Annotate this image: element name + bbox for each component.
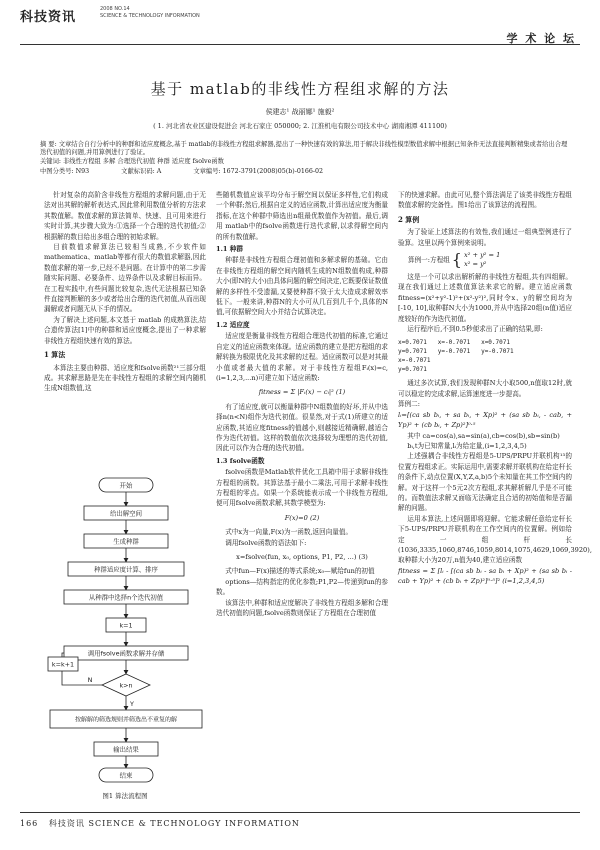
paragraph: 调用fsolve函数的语法如下:: [225, 538, 307, 547]
solution-set: [398, 338, 572, 374]
equation-system: [464, 251, 500, 269]
example-label: 算例二:: [398, 400, 421, 409]
subsection-heading: 1.3 fsolve函数: [216, 456, 265, 465]
classification-number: 中图分类号: N93: [40, 168, 90, 175]
subsection-heading: 1.1 种群: [216, 245, 243, 254]
flow-label: 从种群中选择n个迭代初值: [88, 593, 164, 602]
solution-line: x=-0.7071: [398, 357, 431, 365]
equation-line: x² = y²: [463, 260, 487, 269]
flow-label: k>n: [119, 681, 133, 690]
flow-yes-label: Y: [130, 700, 134, 708]
paragraph: 针对复杂的高阶含非线性方程组的求解问题,由于无法对出其解的解析表达式,因此常利用数值分析的方法求其数值解。数值求解的算法简单、快速、且可用来进行实时计算,其步骤大致为:①选择一个合理的迭代初值;②根据解的数目给出多组合理的初始求解。: [44, 191, 206, 241]
flow-label: 种群适应度计算、排序: [94, 565, 158, 574]
example-1-system: [408, 251, 572, 269]
footer-journal: 科技资讯 SCIENCE & TECHNOLOGY INFORMATION: [48, 819, 300, 828]
left-column: [44, 190, 206, 394]
abstract: [40, 141, 570, 166]
paragraph: 上述强耦合非线性方程组是5-UPS/PRPU并联机构¹³的位置方程组求正。实际运用中,需要求解并联机构在给定杆长的条件下,动点位置(X,Y,Z,a,b)5个未知量在其工作空间内的解。对于这样一个5元2次方程组,求其解析解几乎是不可能的。而数值法求解又面临无法确定且合适的初始值和是否漏解的问题。: [398, 452, 572, 513]
flow-label: 输出结果: [113, 745, 139, 754]
page-number: 166: [20, 819, 39, 828]
paragraph: 种群是非线性方程组合理初值和多解求解的基础。它由在非线性方程组的解空间内随机生成的N组数值构成,种群大小(即N的大小)由具体问题的解空间决定,它既要保证数值解的多样性不受遗漏,又要使种群不致于太大造成求解效率低下。一般来讲,种群N的大小可从几百到几千个,具体的N值,可依据解空间大小并结合试算决定。: [216, 256, 388, 317]
journal-english-name: SCIENCE & TECHNOLOGY INFORMATION: [100, 13, 200, 19]
paragraph: fsolve函数是Matlab软件优化工具箱中用于求解非线性方程组的函数。其算法基于最小二乘法,可用于求解非线性方程组的零点。如果一个系统能表示成一个非线性方程组,便可用fsolve函数求解,其数学模型为:: [216, 468, 388, 508]
section-heading: 2 算例: [398, 214, 420, 224]
equation-line: x² + y² = 1: [463, 251, 501, 260]
paragraph: bᵢ,t为已知常量,lᵢ为给定量,(i=1,2,3,4,5): [407, 441, 527, 450]
paragraph: 式中fun—F(x)描述的等式系统;x₀—赋给fun的初值: [225, 567, 375, 576]
article-title: 基于 matlab的非线性方程组求解的方法: [150, 80, 450, 98]
flow-label: 调用fsolve函数求解并存储: [87, 649, 165, 658]
flow-label: 按解解的筛选规则并筛选出不重复的解: [74, 716, 178, 724]
paragraph: 其中 ca=cos(a),sa=sin(a),cb=cos(b),sb=sin(b): [407, 431, 560, 440]
flow-label: k=1: [119, 621, 133, 630]
paragraph: 运行程序后,不到0.5秒便求出了正确的结果,即:: [407, 325, 543, 334]
issue-info: [100, 6, 200, 20]
flow-label: k=k+1: [51, 660, 75, 669]
journal-name: 科技资讯: [20, 10, 77, 25]
code-syntax: x=fsolve(fun, x₀, options, P1, P2, ...) (3): [236, 553, 368, 561]
keywords: 关键词: 非线性方程组 多解 合理迭代初值 种群 适应度 fsolve函数: [40, 157, 224, 165]
paragraph: 运用本算法,上述问题即将迎解。它能求解任意给定杆长下5-UPS/PRPU并联机构在工作空间内的位置解。例如给定一组杆长(1036,3335,1060,8746,1059,8014,1075,4629,1069,3920),取种群大小为20万,n值为40,建立适应函数: [398, 514, 592, 565]
paragraph: 下的快速求解。由此可见,整个算法满足了该类非线性方程组数值求解的完备性。图1给出了该算法的流程图。: [398, 191, 572, 210]
solution-line: x=0.7071 x=-0.7071 x=0.7071: [398, 339, 510, 347]
paragraph: options—结构指定的优化参数;P1,P2—传递到fun的参数。: [216, 577, 388, 597]
paragraph: 该算法中,种群和适应度解决了非线性方程组多解和合理迭代初值的问题,fsolve函数则保证了方程组在合理初值: [216, 598, 388, 618]
section-heading: 1 算法: [44, 350, 66, 360]
flow-end-label: 结束: [119, 771, 133, 780]
paragraph: 为了解决上述问题,本文基于 matlab 的成熟算法,结合遗传算法[1]中的种群和适应度概念,提出了一种求解非线性方程组快速有效的算法。: [44, 315, 206, 345]
document-code: 文献标识码: A: [121, 168, 162, 175]
subsection-heading: 1.2 适应度: [216, 320, 250, 329]
header-rule: [20, 44, 580, 45]
algorithm-flowchart: [44, 470, 206, 788]
article-affiliations: ( 1. 河北省农业区建设促进会 河北石家庄 050000; 2. 江淮机电有限公司技术中心 湖南湘潭 411100): [153, 122, 447, 130]
flow-label: 给出解空间: [110, 509, 142, 518]
paragraph: 为了验证上述算法的有效性,我们通过一组典型例进行了验算。这里以两个算例来说明。: [398, 228, 572, 247]
footer-rule: [20, 812, 580, 813]
paragraph: 本算法主要由种群、适应度和fsolve函数²¹三部分组成。其求解思路是先在非线性方程组的求解空间内随机生成N组数值,这: [44, 363, 206, 393]
article-number: 文章编号: 1672-3791(2008)05(b)-0166-02: [193, 168, 324, 175]
paragraph: 有了适应度,就可以衡量种群中N组数值的好坏,并从中选择n(n<N)组作为迭代初值。很显然,对于式(1)所建立的适应函数,其适应度fitness的值越小,则越接近精确解,越适合作为迭代初值。这样的数值依次选择较为理想的迭代初值,因此可以作为合理的迭代初值。: [216, 402, 388, 453]
paragraph: 通过多次试算,我们发现种群N大小取500,n值取12时,就可以稳定的完成求解,运算速度进一步提高。: [398, 379, 572, 398]
abstract-text: 摘 要: 文章结合自行分析中的种群和适应度概念,基于 matlab的非线性方程组求解器,提出了一种快速有效的算法,用于解决非线性模型数值求解中根据已知条件无法直接判断精集或者给出合理迭代初值的问题,并用算例进行了验证。: [40, 141, 568, 157]
brace-icon: {: [451, 249, 462, 269]
middle-column: [216, 190, 388, 618]
flow-start-label: 开始: [119, 481, 133, 490]
equation-model: F(x)=0 (2): [284, 513, 320, 522]
paragraph: 适应度是衡量非线性方程组合理迭代初值的标准,它通过自定义的适应函数来体现。适应函数的建立是把方程组的求解转换为极限优化及其求解的过程。适应函数可以是对其最小值或者最大值的求解。对于非线性方程组Fᵢ(x)=c, (i=1,2,3,...n)可建立如下适应函数:: [216, 332, 388, 382]
paragraph: 这是一个可以求出解析解的非线性方程组,共有四组解。现在我们通过上述数值算法来求它的解。建立适应函数fitness=(x²+y²-1)²+(x²-y²)²,同时令x、y的解空间均为[-10, 10],取种群N大小为1000,并从中选择20组(n值)适应度较好的作为迭代初值。: [398, 273, 572, 323]
section-label: 学 术 论 坛: [506, 32, 576, 45]
example-label: 算例一:方程组: [408, 255, 450, 264]
page-footer: [20, 818, 300, 829]
paragraph: 目前数值求解算法已较相当成熟,不少软件如mathematica、matlab等都有很大的数值求解器,因此数值求解的第一步,已经不是问题。在计算中的第二步需随实际问题、必要条件、边界条件以及求解目标而异。在工程实践中,有些问题比较复杂,迭代无法根据已知条件直接判断解的多少或者给出合理的迭代初值,从而出现漏解或者问题无从下手的情况。: [44, 243, 206, 314]
equation-line: lᵢ=[(ca sb bᵢ, + sa bᵢ, + Xp)² + (sa sb bᵢ, - cab, + Yp)² + (cb bᵢ, + Zp)²]⁰·⁵: [398, 410, 572, 430]
equation-fitness-2: fitness = Σ [lᵢ - [(ca sb bᵢ - sa bᵢ + Xp)² + (sa sb bᵢ - cab + Yp)² + (cb bᵢ + Zp)²]⁰·⁵]² (i=1,2,3,4,5): [398, 566, 572, 586]
paragraph: 式中x为一向量,F(x)为一函数,返回向量值。: [225, 528, 353, 537]
right-column: [398, 190, 592, 587]
issue-number: 2008 NO.14: [100, 6, 130, 12]
flow-label: 生成种群: [113, 537, 139, 546]
solution-line: y=0.7071: [398, 366, 427, 374]
solution-line: y=0.7071 y=-0.7071 y=-0.7071: [398, 348, 514, 356]
article-authors: 侯建志¹ 战丽娜¹ 施毅²: [265, 108, 335, 116]
article-meta: [40, 166, 570, 175]
figure-caption: 图1 算法流程图: [102, 792, 148, 800]
paragraph: 些随机数值应该平均分布于解空间以保证多样性,它们构成一个种群;然后,根据自定义的适应函数,计算出适应度为衡量指标,在这个种群中筛选出n组最优数值作为初值。最后,调用 matlab中的fsolve函数进行迭代求解,以求得解空间内的所有数值解。: [216, 191, 388, 241]
equation-fitness: fitness = Σ |Fᵢ(x) − cᵢ|² (1): [258, 388, 346, 397]
flow-no-label: N: [87, 676, 93, 684]
